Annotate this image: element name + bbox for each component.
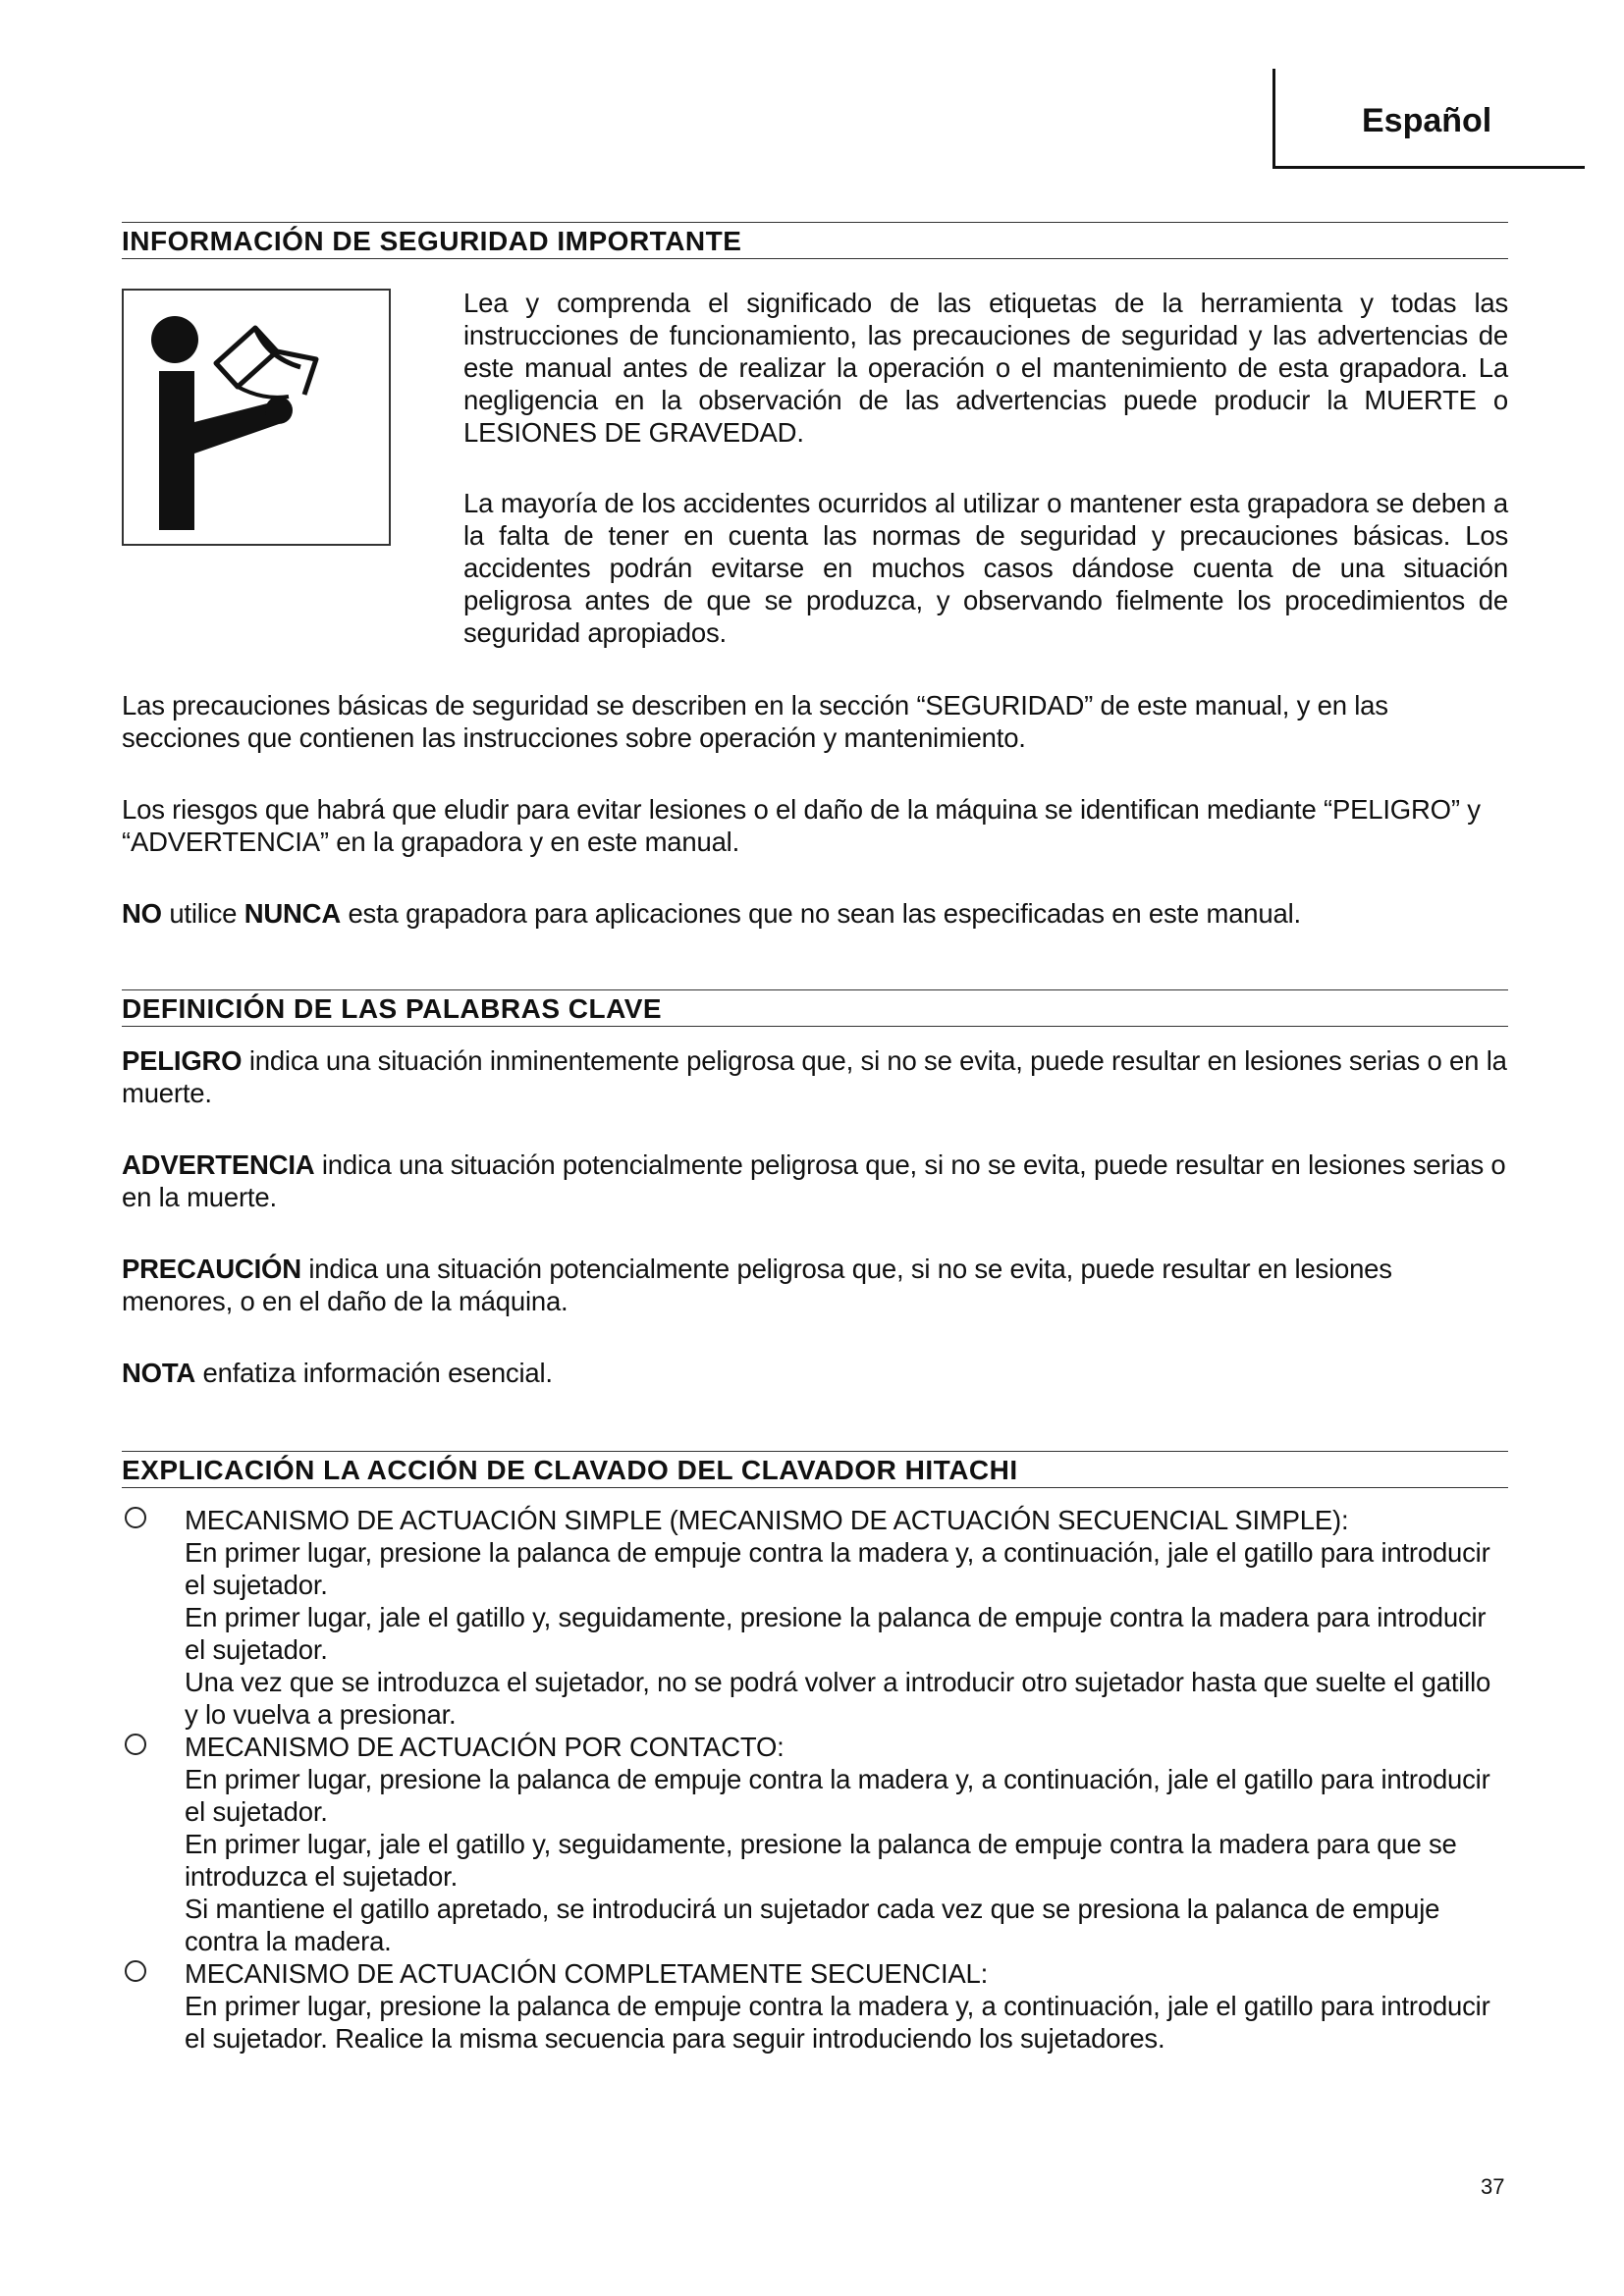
item-line: En primer lugar, jale el gatillo y, seguidamente, presione la palanca de empuje contra la madera para introducir el sujetador. — [185, 1602, 1487, 1665]
section-title-safety: INFORMACIÓN DE SEGURIDAD IMPORTANTE — [122, 222, 1508, 259]
item-line: Si mantiene el gatillo apretado, se introducirá un sujetador cada vez que se presiona la palanca de empuje contra la madera. — [185, 1894, 1440, 1956]
keyword-no: NO — [122, 898, 162, 929]
section-title-actuation: EXPLICACIÓN LA ACCIÓN DE CLAVADO DEL CLAVADOR HITACHI — [122, 1451, 1508, 1488]
definition-term: ADVERTENCIA — [122, 1149, 315, 1180]
list-item-simple-actuation — [122, 1504, 1508, 1731]
text-utilice: utilice — [169, 898, 238, 929]
list-item-contact-actuation — [122, 1731, 1508, 1957]
item-line: En primer lugar, presione la palanca de empuje contra la madera y, a continuación, jale el gatillo para introducir el sujetador. — [185, 1537, 1490, 1600]
item-line: En primer lugar, jale el gatillo y, seguidamente, presione la palanca de empuje contra la madera para que se introduzca el sujetador. — [185, 1829, 1457, 1892]
item-title: MECANISMO DE ACTUACIÓN SIMPLE (MECANISMO DE ACTUACIÓN SECUENCIAL SIMPLE): — [185, 1505, 1349, 1535]
item-title: MECANISMO DE ACTUACIÓN COMPLETAMENTE SECUENCIAL: — [185, 1958, 989, 1989]
keyword-nunca: NUNCA — [244, 898, 341, 929]
paragraph-never-use — [122, 897, 1508, 930]
page-number: 37 — [1481, 2174, 1505, 2199]
definition-nota — [122, 1357, 1508, 1389]
definition-term: PELIGRO — [122, 1045, 243, 1076]
circle-bullet-icon — [125, 1507, 146, 1528]
definition-term: PRECAUCIÓN — [122, 1254, 301, 1284]
circle-bullet-icon — [125, 1734, 146, 1755]
circle-bullet-icon — [125, 1960, 146, 1982]
definition-advertencia — [122, 1148, 1508, 1213]
paragraph-risks: Los riesgos que habrá que eludir para evitar lesiones o el daño de la máquina se identifican mediante “PELIGRO” y “ADVERTENCIA” en la grapadora y en este manual. — [122, 794, 1481, 857]
definition-precaucion — [122, 1253, 1508, 1317]
intro-paragraph-2: La mayoría de los accidentes ocurridos al utilizar o mantener esta grapadora se deben a la falta de tener en cuenta las normas de seguridad y precauciones básicas. Los accidentes podrán evitarse en muchos casos dándose cuenta de una situación peligrosa antes de que se produzca, y observando fielmente los procedimientos de seguridad apropiados. — [463, 488, 1508, 648]
definition-text: indica una situación potencialmente peligrosa que, si no se evita, puede resultar en lesiones menores, o en el daño de la máquina. — [122, 1254, 1392, 1316]
text-never-rest: esta grapadora para aplicaciones que no sean las especificadas en este manual. — [348, 898, 1301, 929]
read-manual-icon — [122, 289, 391, 546]
item-line: En primer lugar, presione la palanca de empuje contra la madera y, a continuación, jale el gatillo para introducir el sujetador. — [185, 1764, 1490, 1827]
section-title-definitions: DEFINICIÓN DE LAS PALABRAS CLAVE — [122, 989, 1508, 1027]
item-title: MECANISMO DE ACTUACIÓN POR CONTACTO: — [185, 1732, 785, 1762]
intro-paragraph-1: Lea y comprenda el significado de las etiquetas de la herramienta y todas las instrucciones de funcionamiento, las precauciones de seguridad y las advertencias de este manual antes de realizar la operación o el mantenimiento de esta grapadora. La negligencia en la observación de las advertencias puede producir la MUERTE o LESIONES DE GRAVEDAD. — [463, 288, 1508, 448]
definition-text: indica una situación inminentemente peligrosa que, si no se evita, puede resultar en lesiones serias o en la muerte. — [122, 1045, 1507, 1108]
definition-term: NOTA — [122, 1358, 196, 1388]
item-line: En primer lugar, presione la palanca de empuje contra la madera y, a continuación, jale el gatillo para introducir el sujetador. Realice la misma secuencia para seguir introduciendo los sujetadores. — [185, 1991, 1490, 2054]
definition-text: indica una situación potencialmente peligrosa que, si no se evita, puede resultar en lesiones serias o en la muerte. — [122, 1149, 1506, 1212]
definition-text: enfatiza información esencial. — [202, 1358, 553, 1388]
language-label: Español — [1362, 102, 1492, 139]
paragraph-precautions: Las precauciones básicas de seguridad se describen en la sección “SEGURIDAD” de este manual, y en las secciones que contienen las instrucciones sobre operación y mantenimiento. — [122, 690, 1388, 753]
definition-peligro — [122, 1044, 1508, 1109]
list-item-full-sequential — [122, 1957, 1508, 2055]
language-tab — [1272, 69, 1585, 169]
item-line: Una vez que se introduzca el sujetador, no se podrá volver a introducir otro sujetador hasta que suelte el gatillo y lo vuelva a presionar. — [185, 1667, 1491, 1730]
